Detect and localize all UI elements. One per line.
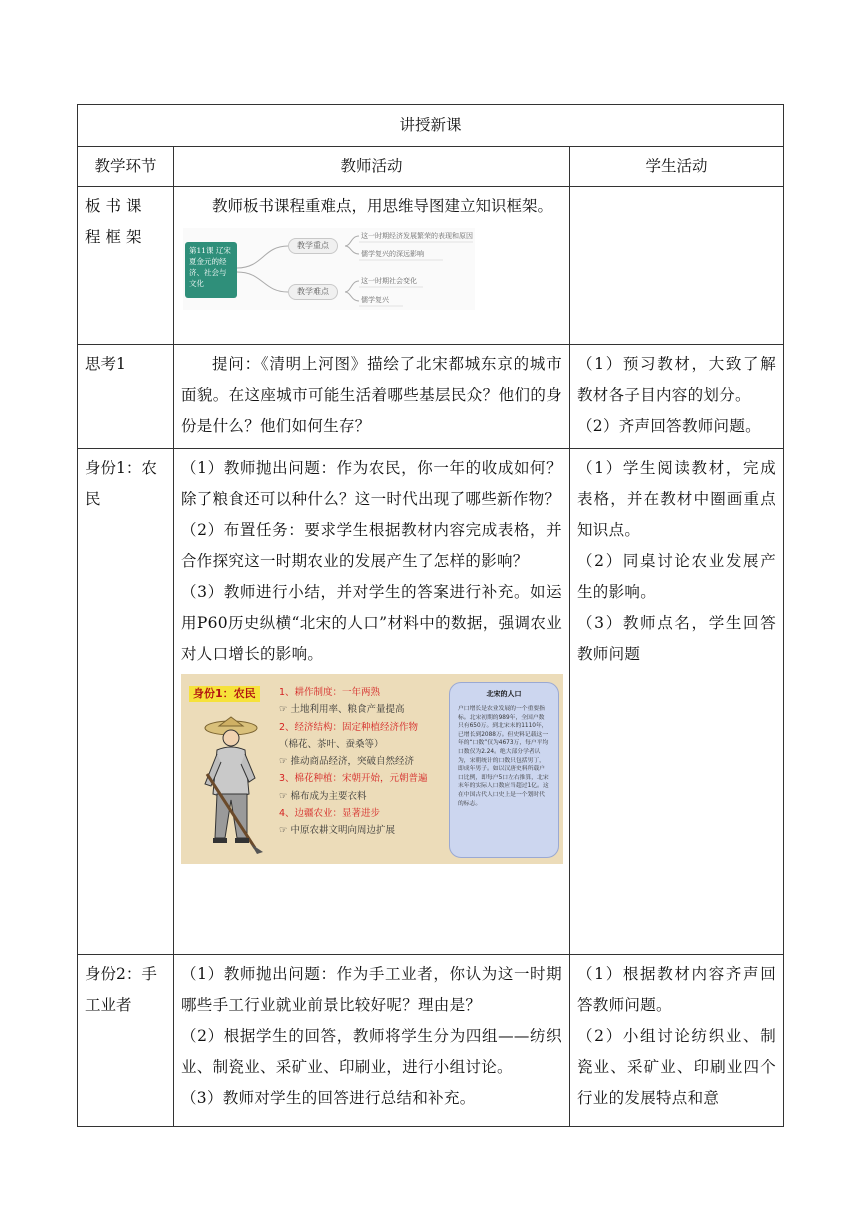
col-header-student: 学生活动 xyxy=(570,147,784,187)
student-text: （1）预习教材，大致了解教材各子目内容的划分。 xyxy=(577,355,776,404)
slide-point: 4、边疆农业：显著进步 xyxy=(279,808,381,820)
teacher-text: （2）布置任务：要求学生根据教材内容完成表格，并合作探究这一时期农业的发展产生了怎样的影响？ xyxy=(181,521,562,570)
mindmap-image xyxy=(183,228,475,310)
mindmap-key-node: 教学重点 xyxy=(288,238,338,254)
student-text: （1）学生阅读教材，完成表格，并在教材中圈画重点知识点。 xyxy=(577,459,776,539)
slide-point: 1、耕作制度：一年两熟 xyxy=(279,687,381,698)
mindmap-leaf: 儒学复兴的深远影响 xyxy=(361,250,424,258)
student-text: （2）齐声回答教师问题。 xyxy=(577,417,761,435)
slide-point: ☞ 棉布成为主要衣料 xyxy=(279,790,367,802)
student-cell xyxy=(570,345,784,449)
stage-cell: 思考1 xyxy=(78,345,174,449)
stage-cell: 身份2：手工业者 xyxy=(78,955,174,1127)
student-text: （2）同桌讨论农业发展产生的影响。 xyxy=(577,552,776,601)
farmer-slide-image xyxy=(181,674,563,864)
mindmap-leaf: 儒学复兴 xyxy=(361,296,389,304)
table-row xyxy=(78,955,784,1127)
section-header-row xyxy=(78,105,784,147)
note-body: 户口增长是农业发展的一个重要指标。北宋初期的989年，全国户数只有650万。到北宋末的1110年，已增长到2088万。但史料记载这一年的“口数”仅为4673万，每户平均口数仅为2.24。绝大部分学者认为，宋朝统计的口数只包括男丁，即成年男子。如以汉唐史料所载户口比例，即每户5口左右推算，北宋末年的实际人口数应当超过1亿。这在中国古代人口史上是一个划时代的标志。 xyxy=(458,706,549,807)
slide-title: 身份1：农民 xyxy=(189,686,260,702)
slide-point: ☞ 推动商品经济，突破自然经济 xyxy=(279,756,415,768)
population-note-card xyxy=(449,682,559,858)
slide-point: ☞ 中原农耕文明向周边扩展 xyxy=(279,825,396,837)
lesson-plan-table xyxy=(77,104,784,1127)
slide-point: （棉花、茶叶、蚕桑等） xyxy=(279,738,384,750)
mindmap-difficult-node: 教学难点 xyxy=(288,284,338,300)
slide-point: 3、棉花种植：宋朝开始，元朝普遍 xyxy=(279,773,428,785)
student-cell xyxy=(570,955,784,1127)
teacher-text: 提问：《清明上河图》描绘了北宋都城东京的城市面貌。在这座城市可能生活着哪些基层民众？他们的身份是什么？他们如何生存？ xyxy=(181,355,562,435)
slide-point: ☞ 土地利用率、粮食产量提高 xyxy=(279,704,405,716)
teacher-text: 教师板书课程重难点，用思维导图建立知识框架。 xyxy=(212,197,554,215)
student-text: （3）教师点名，学生回答教师问题 xyxy=(577,614,776,663)
column-header-row xyxy=(78,147,784,187)
student-text: （1）根据教材内容齐声回答教师问题。 xyxy=(577,965,776,1014)
teacher-text: （3）教师对学生的回答进行总结和补充。 xyxy=(181,1089,476,1107)
student-cell xyxy=(570,449,784,955)
teacher-text: （3）教师进行小结，并对学生的答案进行补充。如运用P60历史纵横“北宋的人口”材料中的数据，强调农业对人口增长的影响。 xyxy=(181,583,562,663)
mindmap-leaf: 这一时期经济发展繁荣的表现和原因 xyxy=(361,232,473,240)
section-header: 讲授新课 xyxy=(78,105,784,147)
teacher-text: （2）根据学生的回答，教师将学生分为四组——纺织业、制瓷业、采矿业、印刷业，进行小组讨论。 xyxy=(181,1027,562,1076)
col-header-teacher: 教师活动 xyxy=(174,147,570,187)
student-text: （2）小组讨论纺织业、制瓷业、采矿业、印刷业四个行业的发展特点和意 xyxy=(577,1027,776,1107)
teacher-text: （1）教师抛出问题：作为农民，你一年的收成如何？除了粮食还可以种什么？这一时代出现了哪些新作物？ xyxy=(181,459,562,508)
mindmap-root: 第11课 辽宋夏金元的经济、社会与文化 xyxy=(185,242,237,298)
note-title: 北宋的人口 xyxy=(486,690,522,698)
table-row xyxy=(78,345,784,449)
mindmap-leaf: 这一时期社会变化 xyxy=(361,277,417,285)
teacher-cell xyxy=(174,449,570,955)
student-cell xyxy=(570,187,784,345)
teacher-cell xyxy=(174,955,570,1127)
table-row xyxy=(78,449,784,955)
slide-point: 2、经济结构：固定种植经济作物 xyxy=(279,721,419,733)
teacher-cell xyxy=(174,187,570,345)
teacher-cell xyxy=(174,345,570,449)
stage-cell: 板书课程框架 xyxy=(78,187,174,345)
table-row xyxy=(78,187,784,345)
teacher-text: （1）教师抛出问题：作为手工业者，你认为这一时期哪些手工行业就业前景比较好呢？理由是？ xyxy=(181,965,562,1014)
col-header-stage: 教学环节 xyxy=(78,147,174,187)
farmer-figure-icon xyxy=(193,714,273,856)
slide-points xyxy=(279,684,449,840)
stage-cell: 身份1：农民 xyxy=(78,449,174,955)
